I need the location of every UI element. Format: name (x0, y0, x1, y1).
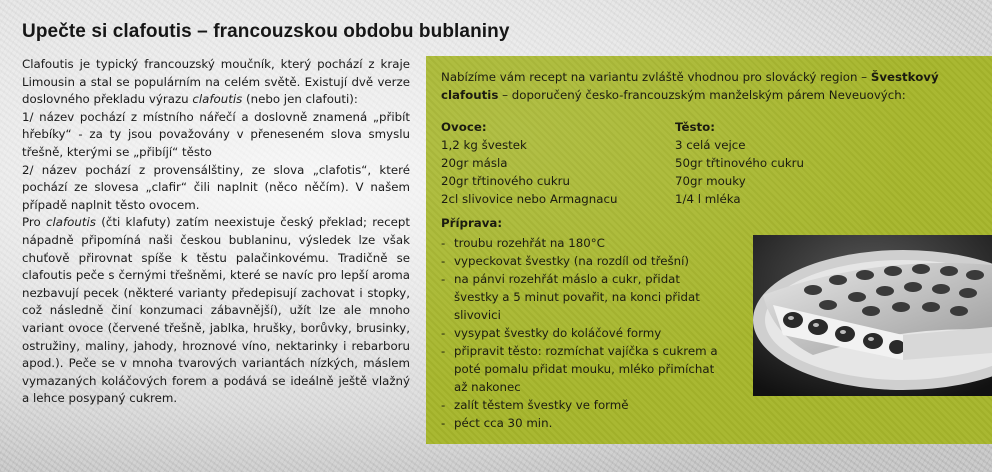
step-item: - troubu rozehřát na 180°C (441, 234, 726, 252)
paragraph-version-2: 2/ název pochází z provensálštiny, ze slova „clafotis“, které pochází ze slovesa „clafir“ čili naplnit (něco něčím). V našem případě naplnit těsto ovocem. (22, 162, 410, 212)
text-span: Clafoutis je typický francouzský moučník, který pochází z kraje Limousin a stal se populárním na celém světě. Existují dvě verze doslovného překladu výrazu (22, 57, 410, 107)
paragraph-details (22, 214, 410, 408)
ingredient-item: 70gr mouky (675, 174, 746, 188)
clafoutis-photo (753, 235, 992, 396)
step-item: - vysypat švestky do koláčové formy (441, 324, 726, 342)
step-item: - na pánvi rozehřát máslo a cukr, přidat švestky a 5 minut povařit, na konci přidat slivovici (441, 270, 726, 324)
preparation-title: Příprava: (441, 216, 503, 230)
recipe-intro (441, 68, 961, 104)
recipe-name: Švestkový clafoutis (441, 70, 939, 102)
ingredients-dough-title: Těsto: (675, 120, 715, 134)
text-span: Nabízíme vám recept na variantu zvláště vhodnou pro slovácký region – (441, 70, 871, 84)
ingredient-item: 3 celá vejce (675, 138, 746, 152)
step-item: - péct cca 30 min. (441, 414, 726, 432)
ingredient-item: 2cl slivovice nebo Armagnacu (441, 192, 618, 206)
text-span: – doporučený česko-francouzským manželským párem Neveuových: (498, 88, 906, 102)
ingredient-item: 50gr třtinového cukru (675, 156, 804, 170)
ingredient-item: 20gr másla (441, 156, 508, 170)
clafoutis-image (753, 235, 992, 396)
ingredients-fruit-title: Ovoce: (441, 120, 487, 134)
italic-term: clafoutis (46, 215, 96, 230)
step-item: - připravit těsto: rozmíchat vajíčka s cukrem a poté pomalu přidat mouku, mléko přimíchat až nakonec (441, 342, 726, 396)
step-item: - vypeckovat švestky (na rozdíl od třešní) (441, 252, 726, 270)
paragraph-version-1: 1/ název pochází z místního nářečí a doslovně znamená „přibít hřebíky“ - za ty jsou považovány v přeneseném slova smyslu třešně, kterými se „přibíjí“ těsto (22, 109, 410, 159)
text-span: (nebo jen clafouti): (242, 92, 358, 107)
ingredient-item: 1/4 l mléka (675, 192, 741, 206)
text-span: (čti klafuty) zatím neexistuje český překlad; recept nápadně připomíná naši českou bublaninu, výsledek lze však chuťově přirovnat spíše k těstu palačinkovému. Tradičně se clafoutis peče s černými třešněmi, které se navíc pro lepší aroma nezbavují pecek (některé varianty předepisují zachovat i stopky, což následně činí konzumaci zábavnější), užít lze ale mnoho variant ovoce (červené třešně, jablka, hrušky, borůvky, brusinky, ostružiny, maliny, jahody, hroznové víno, nektarinky i rebarboru apod.). Peče se v mnoha tvarových variantách nízkých, máslem vymazaných koláčových forem a podává se ideálně ještě vlažný a lehce posypaný cukrem. (22, 215, 410, 406)
ingredient-item: 20gr třtinového cukru (441, 174, 570, 188)
step-item: - zalít těstem švestky ve formě (441, 396, 726, 414)
article-title: Upečte si clafoutis – francouzskou obdobu bublaniny (22, 21, 510, 42)
preparation-steps (441, 234, 726, 432)
article-body (22, 56, 410, 408)
text-span: Pro (22, 215, 47, 230)
italic-term: clafoutis (192, 92, 243, 107)
paragraph-intro (22, 56, 410, 109)
ingredients-fruit (441, 118, 617, 208)
ingredient-item: 1,2 kg švestek (441, 138, 527, 152)
ingredients-dough (675, 118, 804, 208)
